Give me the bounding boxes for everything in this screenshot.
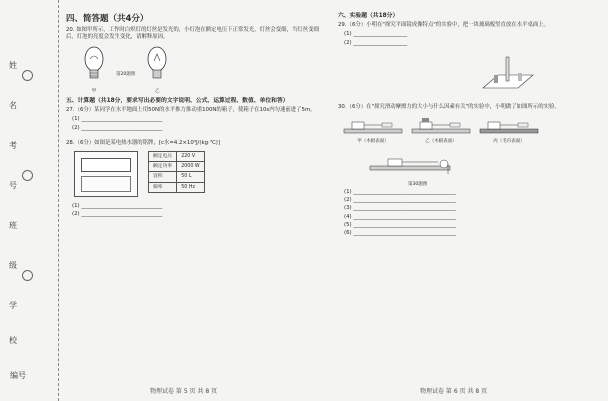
answer-line: (1) ______________________________ xyxy=(72,116,163,123)
figure-caption: 丙（毛巾表面） xyxy=(493,139,525,145)
bulb-icon xyxy=(145,45,169,85)
answer-line: (2) ______________________________________ xyxy=(344,197,456,204)
friction-setup-icon xyxy=(410,115,472,135)
figure-28 xyxy=(74,151,320,197)
page-footer-right: 物理试卷 第 6 页 共 8 页 xyxy=(420,388,488,395)
table-cell: 50 L xyxy=(177,172,204,182)
section-title: 四、简答题（共4分） xyxy=(66,14,149,24)
table-cell: 2000 W xyxy=(177,162,204,172)
figure-caption-wrap xyxy=(116,45,135,95)
answer-line: (4) ______________________________________ xyxy=(344,213,456,220)
friction-figure-c xyxy=(478,115,540,145)
meter-figure xyxy=(74,151,138,197)
bulb-figure-b xyxy=(145,45,169,95)
table-cell: 额定电压 xyxy=(149,152,177,162)
question-29: 29.（6分）小明在"探究平面镜成像特点"的实验中，把一块玻璃板竖直放在水平桌面上。 xyxy=(338,22,550,29)
friction-figure-a xyxy=(342,115,404,145)
answer-line: (1) ______________________________________ xyxy=(344,189,456,196)
question-30: 30.（6分）在"探究滑动摩擦力的大小与什么因素有关"的实验中，小明做了如图所示的实验。 xyxy=(338,104,560,111)
pulley-setup-icon xyxy=(368,148,458,176)
binding-footer-label: 编号 xyxy=(10,371,26,380)
answer-line: (3) ______________________________________ xyxy=(344,205,456,212)
answer-line: (1) ____________________ xyxy=(344,31,408,38)
question-27: 27.（6分）某同学在水平地面上用50N的水平推力推动重100N的箱子，使箱子在10s内匀速前进了5m。 xyxy=(66,107,316,114)
figure-caption: 乙（木板表面） xyxy=(425,139,457,145)
figure-20 xyxy=(82,45,320,95)
friction-setup-icon xyxy=(478,115,540,135)
question-20: 20. 如图甲所示，工作时白炽灯的灯丝是发光的，小灯泡在额定电压下正常发光，灯丝会变细，当灯丝变细后，灯泡的亮度会发生变化，请解释原因。 xyxy=(66,27,319,41)
figure-caption: 第30题图 xyxy=(408,181,428,187)
binding-hole xyxy=(22,170,33,181)
binding-label: 级 xyxy=(9,261,17,270)
right-column xyxy=(338,10,596,238)
figure-caption: 第20题图 xyxy=(116,71,136,77)
friction-figure-b xyxy=(410,115,472,145)
section-6-title: 六、实验题（共18分） xyxy=(338,13,399,19)
binding-label: 校 xyxy=(9,336,17,345)
binding-label: 号 xyxy=(9,181,17,190)
figure-caption: 甲 xyxy=(91,88,97,94)
section-5-title: 五、计算题（共18分，要求写出必要的文字说明、公式、运算过程、数值、单位和答） xyxy=(66,98,289,105)
table-row xyxy=(149,162,205,172)
figure-caption: 甲（木板表面） xyxy=(357,139,389,145)
bulb-figure-a xyxy=(82,45,106,95)
table-cell: 额定功率 xyxy=(149,162,177,172)
friction-setup-icon xyxy=(342,115,404,135)
binding-hole xyxy=(22,270,33,281)
friction-figures xyxy=(342,115,596,145)
spec-table xyxy=(148,151,205,193)
binding-label: 班 xyxy=(9,221,17,230)
mirror-figure xyxy=(478,53,596,96)
binding-label: 学 xyxy=(9,301,17,310)
table-cell: 容积 xyxy=(149,172,177,182)
binding-label: 名 xyxy=(9,101,17,110)
binding-label: 姓 xyxy=(9,61,17,70)
binding-margin xyxy=(0,0,59,401)
table-row xyxy=(149,172,205,182)
answer-line: (2) ______________________________ xyxy=(72,124,163,131)
answer-line: (1) ______________________________ xyxy=(72,203,163,210)
mirror-diagram-icon xyxy=(478,53,538,93)
left-column xyxy=(66,10,320,219)
page-footer-left: 物理试卷 第 5 页 共 8 页 xyxy=(150,388,218,395)
answer-line: (6) ______________________________________ xyxy=(344,230,456,237)
question-28: 28.（6分）如图是某电热水器的铭牌，[c水=4.2×10³J/(kg·℃)] xyxy=(66,139,220,146)
binding-label: 考 xyxy=(9,141,17,150)
table-cell: 50 Hz xyxy=(177,182,204,192)
answer-line: (5) ______________________________________ xyxy=(344,221,456,228)
figure-caption: 乙 xyxy=(154,88,160,94)
bulb-icon xyxy=(82,45,106,85)
binding-hole xyxy=(22,70,33,81)
answer-line: (2) ____________________ xyxy=(344,39,408,46)
table-cell: 频率 xyxy=(149,182,177,192)
answer-line: (2) ______________________________ xyxy=(72,211,163,218)
pulley-figure xyxy=(368,148,596,179)
table-cell: 220 V xyxy=(177,152,204,162)
table-row xyxy=(149,152,205,162)
table-row xyxy=(149,182,205,192)
